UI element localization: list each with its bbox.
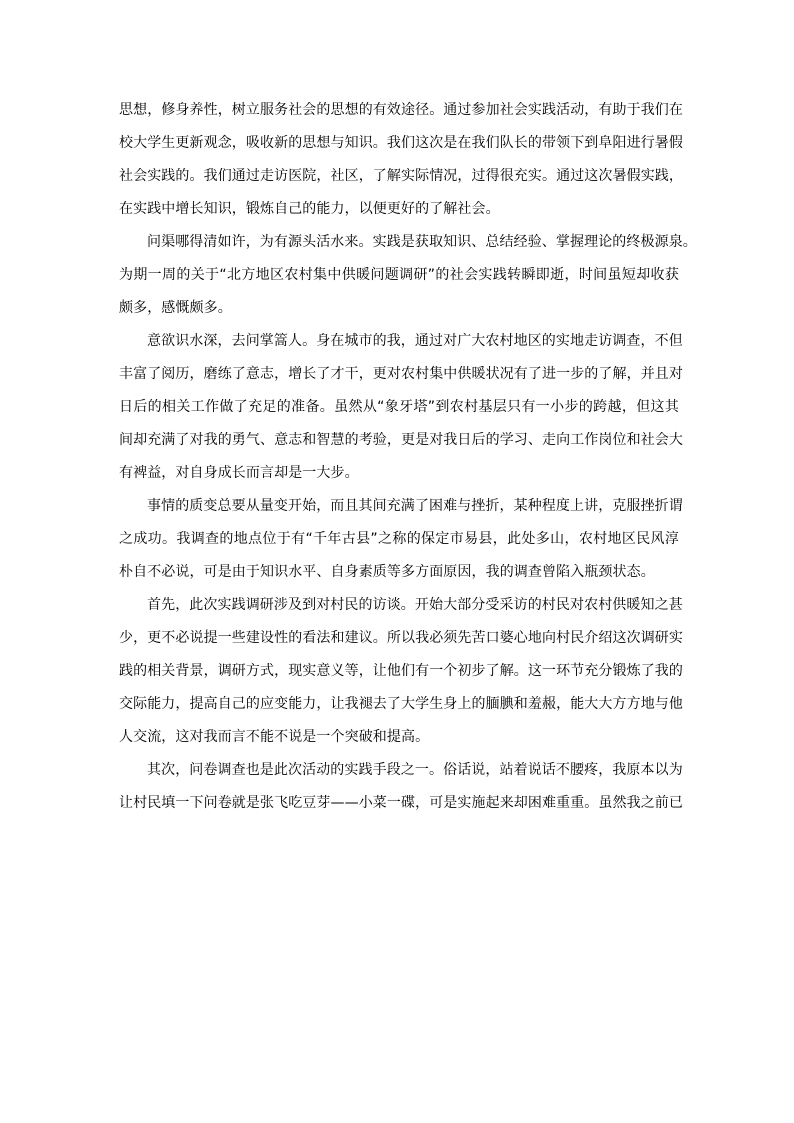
text-line: 践的相关背景，调研方式，现实意义等，让他们有一个初步了解。这一环节充分锻炼了我的	[119, 663, 683, 679]
text-line: 意欲识水深，去问掌篙人。身在城市的我，通过对广大农村地区的实地走访调查，不但	[147, 333, 683, 349]
text-line: 日后的相关工作做了充足的准备。虽然从“象牙塔”到农村基层只有一小步的跨越，但这其	[119, 399, 679, 415]
text-line: 人交流，这对我而言不能不说是一个突破和提高。	[119, 729, 430, 745]
text-line: 为期一周的关于“北方地区农村集中供暖问题调研”的社会实践转瞬即逝，时间虽短却收获	[119, 267, 679, 283]
text-line: 有裨益，对自身成长而言却是一大步。	[119, 465, 359, 481]
text-line: 思想，修身养性，树立服务社会的思想的有效途径。通过参加社会实践活动，有助于我们在	[119, 102, 683, 118]
paragraph	[119, 100, 683, 219]
paragraph	[119, 496, 683, 582]
paragraph	[119, 232, 697, 318]
paragraph	[119, 595, 683, 747]
text-line: 其次，问卷调查也是此次活动的实践手段之一。俗话说，站着说话不腰疼，我原本以为	[147, 762, 683, 778]
paragraph	[119, 760, 683, 813]
text-line: 丰富了阅历，磨练了意志，增长了才干，更对农村集中供暖状况有了进一步的了解，并且对	[119, 366, 683, 382]
text-line: 首先，此次实践调研涉及到对村民的访谈。开始大部分受采访的村民对农村供暖知之甚	[147, 597, 683, 613]
paragraph	[119, 331, 683, 483]
text-line: 让村民填一下问卷就是张飞吃豆芽——小菜一碟，可是实施起来却困难重重。虽然我之前已	[119, 795, 683, 811]
text-line: 间却充满了对我的勇气、意志和智慧的考验，更是对我日后的学习、走向工作岗位和社会大	[119, 432, 683, 448]
text-line: 社会实践的。我们通过走访医院，社区，了解实际情况，过得很充实。通过这次暑假实践，	[119, 168, 683, 184]
text-line: 事情的质变总要从量变开始，而且其间充满了困难与挫折，某种程度上讲，克服挫折谓	[147, 498, 683, 514]
text-line: 朴自不必说，可是由于知识水平、自身素质等多方面原因，我的调查曾陷入瓶颈状态。	[119, 564, 655, 580]
text-line: 校大学生更新观念，吸收新的思想与知识。我们这次是在我们队长的带领下到阜阳进行暑假	[119, 135, 683, 151]
text-line: 在实践中增长知识，锻炼自己的能力，以便更好的了解社会。	[119, 201, 500, 217]
document-body	[119, 100, 697, 826]
text-line: 颇多，感慨颇多。	[119, 300, 232, 316]
text-line: 问渠哪得清如许，为有源头活水来。实践是获取知识、总结经验、掌握理论的终极源泉。	[147, 234, 697, 250]
text-line: 交际能力，提高自己的应变能力，让我褪去了大学生身上的腼腆和羞赧，能大大方方地与他	[119, 696, 683, 712]
text-line: 之成功。我调查的地点位于有“千年古县”之称的保定市易县，此处多山，农村地区民风淳	[119, 531, 679, 547]
text-line: 少，更不必说提一些建设性的看法和建议。所以我必须先苦口婆心地向村民介绍这次调研实	[119, 630, 683, 646]
